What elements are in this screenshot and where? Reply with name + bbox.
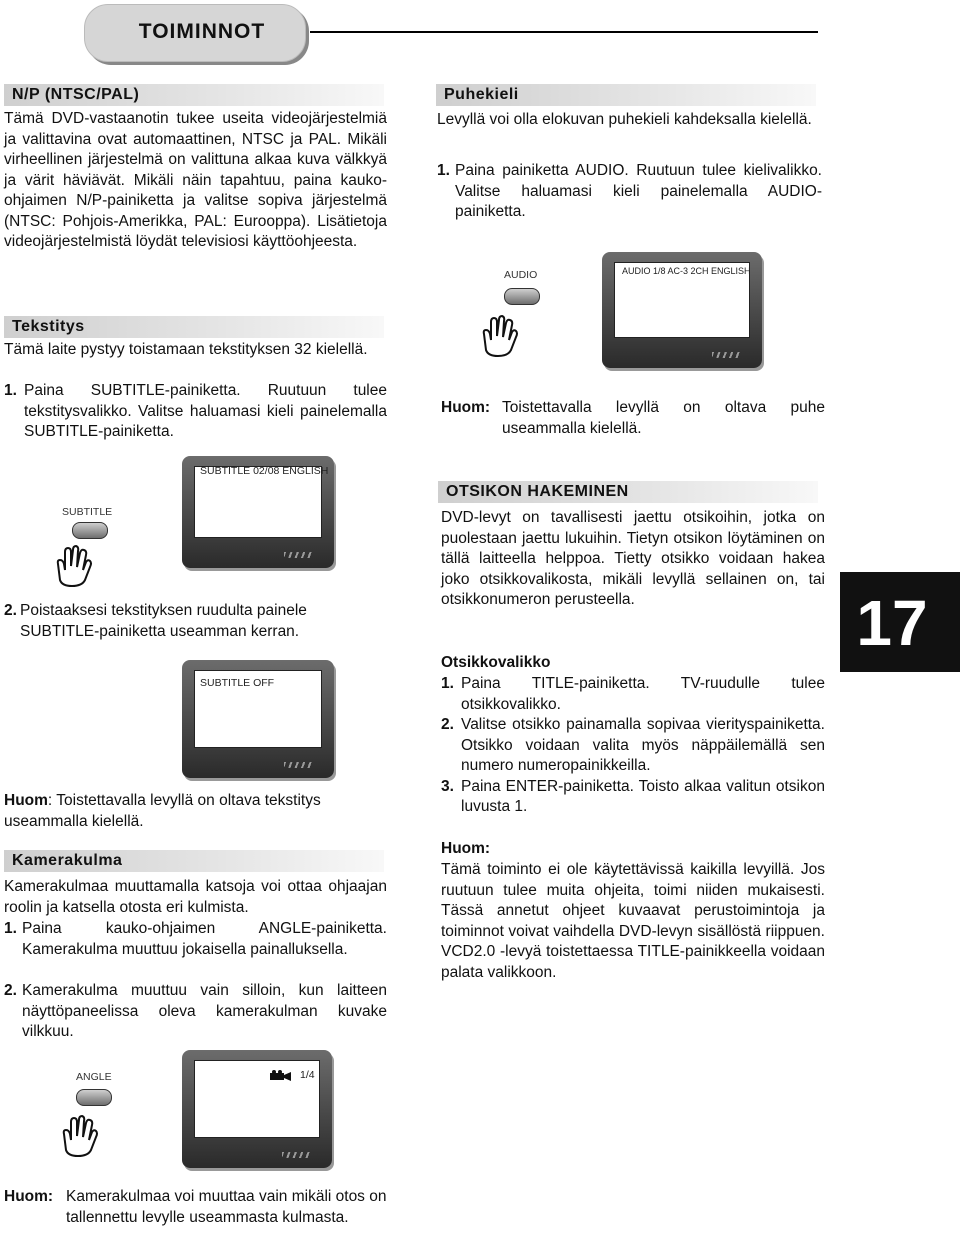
tv-speaker-grille	[712, 352, 740, 358]
step-text: Poistaaksesi tekstityksen ruudulta painele SUBTITLE-painiketta useamman kerran.	[20, 602, 307, 640]
subtitle-button-label: SUBTITLE	[62, 506, 113, 518]
puhekieli-step1	[437, 161, 822, 223]
np-body: Tämä DVD-vastaanotin tukee useita videojärjestelmiä ja valittavina ovat automaattinen, NTSC ja PAL. Mikäli virheellinen järjestelmä on valittuna alkaa kuva välkkyä ja värit häviävät. Mikäli näin tapahtuu, paina kauko-ohjaimen N/P-painiketta ja valitse sopiva järjestelmä (NTSC: Pohjois-Amerikka, PAL: Eurooppa). Lisätietoja videojärjestelmistä löydät televisiosi käyttöohjeesta.	[4, 110, 387, 250]
tv-speaker-grille	[284, 552, 312, 558]
kamerakulma-note	[4, 1187, 394, 1228]
step-number: 2.	[4, 982, 17, 999]
tv-osd-text: SUBTITLE OFF	[200, 677, 275, 689]
tv-angle	[182, 1050, 332, 1168]
otsikon-step	[441, 715, 825, 777]
kamerakulma-step1	[4, 919, 387, 960]
tv-osd-text: SUBTITLE 02/08 ENGLISH	[200, 465, 329, 477]
angle-button-label: ANGLE	[76, 1071, 112, 1083]
puhekieli-heading: Puhekieli	[436, 84, 816, 106]
tekstitys-step1	[4, 381, 387, 443]
note-label: Huom:	[441, 399, 491, 416]
otsikon-step	[441, 674, 825, 715]
kamerakulma-step2	[4, 981, 387, 1043]
np-heading: N/P (NTSC/PAL)	[4, 84, 384, 106]
note-label: Huom	[4, 792, 48, 809]
step-text: Paina SUBTITLE-painiketta. Ruutuun tulee tekstitysvalikko. Valitse haluamasi kieli painelemalla SUBTITLE-painiketta.	[24, 382, 387, 440]
pointing-hand-icon	[60, 1110, 104, 1158]
camera-icon	[268, 1070, 292, 1082]
note-text: Toistettavalla levyllä on oltava puhe useammalla kielellä.	[502, 399, 825, 437]
tv-speaker-grille	[282, 1152, 310, 1158]
step-number: 1.	[441, 675, 454, 692]
tv-osd-text: AUDIO 1/8 AC-3 2CH ENGLISH	[622, 266, 751, 276]
otsikon-steps	[441, 674, 825, 818]
pointing-hand-icon	[54, 540, 98, 588]
step-text: Paina ENTER-painiketta. Toisto alkaa valitun otsikon luvusta 1.	[461, 777, 825, 815]
otsikon-step	[441, 777, 825, 818]
tekstitys-intro: Tämä laite pystyy toistamaan tekstityksen 32 kielellä.	[4, 341, 368, 358]
step-number: 1.	[4, 382, 17, 399]
note-text: Kamerakulmaa voi muuttaa vain mikäli otos on tallennettu levylle useammasta kulmasta.	[66, 1188, 387, 1226]
otsikon-note-title: Huom:	[441, 840, 491, 857]
step-text: Paina painiketta AUDIO. Ruutuun tulee kielivalikko. Valitse haluamasi kieli painelemalla AUDIO-painiketta.	[455, 162, 822, 220]
header-title: TOIMINNOT	[138, 20, 266, 43]
otsikkovalikko-subtitle: Otsikkovalikko	[441, 654, 551, 671]
step-text: Kamerakulma muuttuu vain silloin, kun laitteen näyttöpaneelissa oleva kamerakulman kuvake vilkkuu.	[22, 982, 387, 1040]
audio-button-label: AUDIO	[504, 269, 538, 281]
page-number: 17	[856, 587, 928, 659]
step-number: 1.	[437, 162, 450, 179]
kamerakulma-intro: Kamerakulmaa muuttamalla katsoja voi ottaa ohjaajan roolin ja katsella otosta eri kulmista.	[4, 878, 387, 916]
step-number: 2.	[4, 602, 17, 619]
subtitle-remote-button[interactable]	[72, 522, 108, 539]
step-text: Valitse otsikko painamalla sopivaa vierityspainiketta. Otsikko voidaan valita myös näppäilemällä sen numero numeropainikkeilla.	[461, 716, 825, 774]
step-text: Paina TITLE-painiketta. TV-ruudulle tulee otsikkovalikko.	[461, 675, 825, 713]
header-rule	[310, 31, 818, 33]
tekstitys-step2	[4, 601, 387, 642]
tv-subtitle-on	[182, 456, 334, 568]
otsikon-heading: OTSIKON HAKEMINEN	[438, 481, 818, 503]
otsikon-note: Tämä toiminto ei ole käytettävissä kaikilla levyillä. Jos ruutuun tulee muita ohjeita, toimi niiden mukaisesti. Tässä annetut ohjeet kuvaavat perustoimintoja ja toiminnot voivat vaihdella DVD-levyn sisällöstä riippuen. VCD2.0 -levyä toistettaessa TITLE-painikkeella voidaan palata valikkoon.	[441, 861, 825, 981]
step-text: Paina kauko-ohjaimen ANGLE-painiketta. Kamerakulma muuttuu jokaisella painalluksella.	[22, 920, 387, 958]
audio-remote-button[interactable]	[504, 288, 540, 305]
puhekieli-note	[441, 398, 825, 439]
pointing-hand-icon	[480, 310, 524, 358]
tekstitys-heading: Tekstitys	[4, 316, 384, 338]
otsikon-intro: DVD-levyt on tavallisesti jaettu otsikoihin, jotka on puolestaan jaettu lukuihin. Tietyn otsikon löytäminen on tällä laitteella helppoa. Tietty otsikko voidaan hakea joko otsikkovalikosta, mikäli levyllä sellainen on, tai otsikkonumeron perusteella.	[441, 509, 825, 608]
step-number: 3.	[441, 777, 454, 795]
step-number: 1.	[4, 920, 17, 937]
note-text: : Toistettavalla levyllä on oltava tekstitys useammalla kielellä.	[4, 792, 321, 830]
step-number: 2.	[441, 716, 454, 733]
tv-speaker-grille	[284, 762, 312, 768]
angle-remote-button[interactable]	[76, 1089, 112, 1106]
tekstitys-note	[4, 791, 394, 832]
tv-audio	[602, 252, 762, 368]
tv-subtitle-off	[182, 660, 334, 778]
note-label: Huom:	[4, 1188, 54, 1205]
kamerakulma-heading: Kamerakulma	[4, 850, 384, 872]
tv-osd-text: 1/4	[300, 1069, 315, 1081]
puhekieli-intro: Levyllä voi olla elokuvan puhekieli kahdeksalla kielellä.	[437, 111, 812, 128]
